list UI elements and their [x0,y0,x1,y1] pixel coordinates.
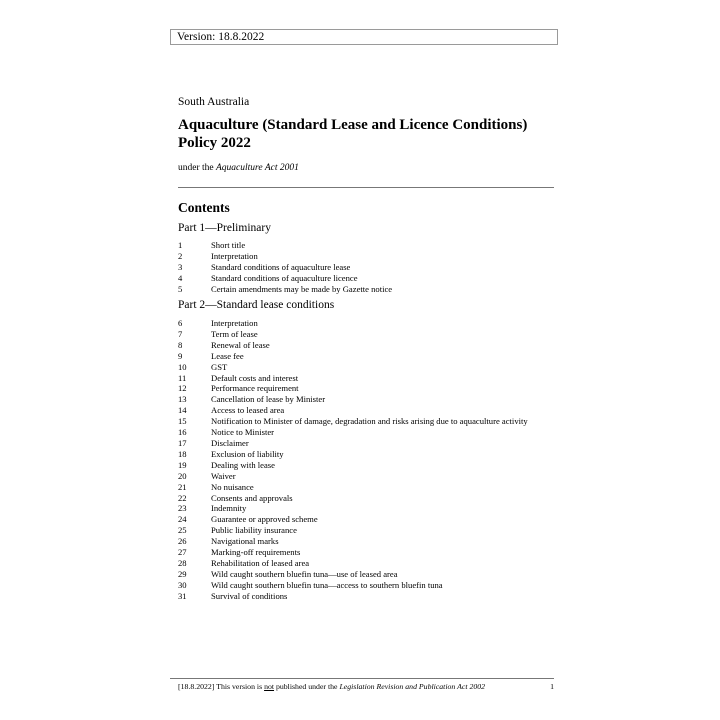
toc-entry-title: Indemnity [211,503,247,514]
toc-entry-number: 24 [178,514,187,525]
toc-entry-number: 14 [178,405,187,416]
toc-entry[interactable] [178,525,558,536]
toc-entry[interactable] [178,373,558,384]
toc-entry[interactable] [178,273,558,284]
toc-entry[interactable] [178,262,558,273]
toc-entry[interactable] [178,362,558,373]
toc-entry-title: Disclaimer [211,437,249,448]
toc-entry[interactable] [178,493,558,504]
footer-text [178,682,550,691]
toc-entry-title: Renewal of lease [211,339,270,350]
toc-entry-title: Short title [211,240,246,250]
toc-entry[interactable] [178,503,558,514]
page-footer [178,682,554,691]
toc-entry-number: 31 [178,590,187,601]
toc-entry-number: 25 [178,525,187,536]
toc-entry[interactable] [178,405,558,416]
toc-entry-number: 23 [178,503,187,514]
page-number: 1 [550,682,554,691]
footer-not: not [264,682,275,691]
toc-entry-number: 21 [178,481,187,492]
toc-entry-title: Notice to Minister [211,427,275,438]
toc-entry-title: Survival of conditions [211,590,288,601]
toc-entry-number: 16 [178,427,187,438]
toc-entry[interactable] [178,558,558,569]
toc-entry[interactable] [178,536,558,547]
toc-entry[interactable] [178,514,558,525]
toc-entry-number: 17 [178,437,187,448]
toc-entry-number: 22 [178,492,187,503]
toc-entry-title: Dealing with lease [211,459,275,470]
toc-entry[interactable] [178,351,558,362]
toc-entry-title: Waiver [211,470,236,481]
jurisdiction: South Australia [178,96,250,108]
footer-pre: This version is [214,682,265,691]
toc-entry[interactable] [178,383,558,394]
toc-entry-title: Access to leased area [211,405,285,416]
toc-entry[interactable] [178,340,558,351]
toc-entry-number: 30 [178,579,187,590]
toc-entry-title: Guarantee or approved scheme [211,514,318,525]
toc-entry-number: 1 [178,240,183,250]
toc-entry[interactable] [178,482,558,493]
toc-entry[interactable] [178,394,558,405]
toc-entry[interactable] [178,329,558,340]
toc-entry-title: Rehabilitation of leased area [211,557,310,568]
toc-entry-title: Exclusion of liability [211,448,284,459]
toc-entry[interactable] [178,438,558,449]
toc-entry-title: Navigational marks [211,536,279,547]
under-act-line [178,163,299,173]
toc-entry-number: 2 [178,250,183,261]
toc-entry[interactable] [178,318,558,329]
under-act-name: Aquaculture Act 2001 [216,163,299,173]
toc-entry-title: Marking-off requirements [211,547,301,558]
footer-divider [170,678,554,679]
toc-entry-title: Interpretation [211,250,258,261]
toc-entry-title: Wild caught southern bluefin tuna—access to southern bluefin tuna [211,579,443,590]
toc-entry-title: GST [211,361,228,372]
toc-entry[interactable] [178,547,558,558]
toc-entry-number: 13 [178,394,187,405]
toc-entry-number: 10 [178,361,187,372]
toc-entry-title: Term of lease [211,328,258,339]
toc-entry-title: Notification to Minister of damage, degradation and risks arising due to aquaculture activity [211,416,528,427]
toc-entry-title: Wild caught southern bluefin tuna—use of leased area [211,568,398,579]
toc-entry-title: Standard conditions of aquaculture lease [211,261,351,272]
toc-entry-number: 9 [178,350,183,361]
toc-entry-title: Performance requirement [211,383,299,394]
toc-entry-title: Interpretation [211,318,258,328]
toc-entry[interactable] [178,284,558,295]
toc-entry-number: 4 [178,272,183,283]
toc-entry[interactable] [178,569,558,580]
toc-entry-title: Default costs and interest [211,372,299,383]
part-2-heading: Part 2—Standard lease conditions [178,299,335,311]
toc-entry-number: 5 [178,283,183,294]
toc-entry[interactable] [178,460,558,471]
toc-entry-title: Consents and approvals [211,492,293,503]
toc-entry-number: 29 [178,568,187,579]
toc-entry-number: 28 [178,557,187,568]
toc-entry-number: 20 [178,470,187,481]
toc-entry-number: 7 [178,328,183,339]
toc-entry[interactable] [178,449,558,460]
contents-heading: Contents [178,200,230,215]
footer-date: [18.8.2022] [178,682,215,691]
toc-entry[interactable] [178,580,558,591]
toc-entry-number: 6 [178,318,183,328]
footer-act: Legislation Revision and Publication Act 2002 [339,682,486,691]
footer-mid: published under the [274,682,340,691]
toc-entry-title: No nuisance [211,481,254,492]
toc-entry-number: 12 [178,383,187,394]
toc-entry-number: 15 [178,416,187,427]
part-1-heading: Part 1—Preliminary [178,222,271,234]
toc-entry-title: Public liability insurance [211,525,297,536]
version-box: Version: 18.8.2022 [170,29,558,45]
toc-entry[interactable] [178,427,558,438]
toc-entry-number: 19 [178,459,187,470]
toc-entry[interactable] [178,240,558,251]
under-prefix: under the [178,163,216,173]
document-title: Aquaculture (Standard Lease and Licence Conditions) Policy 2022 [178,117,528,151]
toc-entry-title: Cancellation of lease by Minister [211,394,326,405]
toc-entry-number: 26 [178,536,187,547]
toc-entry[interactable] [178,591,558,602]
toc-entry-title: Certain amendments may be made by Gazette notice [211,283,393,294]
toc-entry-number: 3 [178,261,183,272]
top-divider [178,187,554,188]
toc-entry-title: Lease fee [211,350,244,361]
toc-entry-number: 18 [178,448,187,459]
toc-entry[interactable] [178,471,558,482]
part-2-toc [178,318,558,602]
toc-entry[interactable] [178,416,558,427]
toc-entry-number: 8 [178,339,183,350]
toc-entry[interactable] [178,251,558,262]
toc-entry-number: 27 [178,547,187,558]
toc-entry-number: 11 [178,372,187,383]
toc-entry-title: Standard conditions of aquaculture licence [211,272,358,283]
part-1-toc [178,240,558,295]
